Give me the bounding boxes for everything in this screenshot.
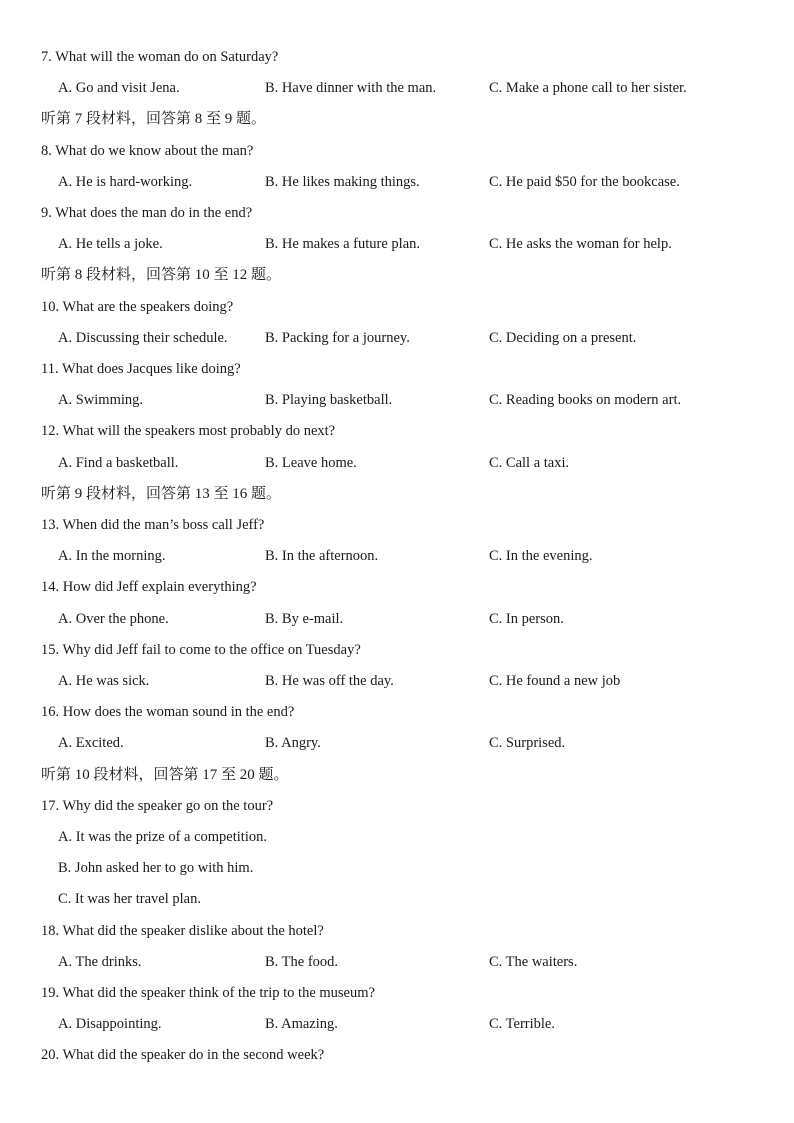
question-stem: 15. Why did Jeff fail to come to the office on Tuesday? — [41, 641, 361, 658]
answer-option: A. In the morning. — [58, 548, 166, 565]
answer-option: B. Leave home. — [265, 454, 357, 471]
answer-option-row — [0, 856, 794, 880]
answer-option: C. In the evening. — [489, 548, 593, 565]
answer-option: C. Deciding on a present. — [489, 329, 637, 346]
answer-option: C. He asks the woman for help. — [489, 236, 672, 253]
question-stem: 17. Why did the speaker go on the tour? — [41, 797, 274, 814]
answer-option: B. He makes a future plan. — [265, 236, 421, 253]
answer-option: A. Swimming. — [58, 392, 143, 409]
answer-options-row — [0, 170, 794, 194]
answer-option: B. Packing for a journey. — [265, 329, 410, 346]
answer-options-row — [0, 669, 794, 693]
answer-option: B. He likes making things. — [265, 173, 420, 190]
answer-option: A. Excited. — [58, 735, 124, 752]
answer-option-row — [0, 825, 794, 849]
answer-option: C. Reading books on modern art. — [489, 392, 682, 409]
answer-option: C. The waiters. — [489, 953, 578, 970]
answer-option: C. He found a new job — [489, 673, 621, 689]
answer-option: A. He tells a joke. — [58, 236, 163, 253]
answer-options-row — [0, 544, 794, 568]
answer-option: C. He paid $50 for the bookcase. — [489, 173, 680, 190]
answer-option: C. In person. — [489, 610, 564, 627]
answer-options-row — [0, 950, 794, 974]
answer-options-row — [0, 731, 794, 755]
question-stem: 9. What does the man do in the end? — [41, 205, 253, 221]
answer-option-row — [0, 887, 794, 911]
answer-option: B. Playing basketball. — [265, 392, 393, 409]
answer-option: A. He is hard-working. — [58, 173, 193, 190]
question-stem: 18. What did the speaker dislike about the hotel? — [41, 922, 324, 939]
question-stem: 16. How does the woman sound in the end? — [41, 704, 295, 721]
answer-option: C. It was her travel plan. — [58, 891, 201, 908]
answer-options-row — [0, 1012, 794, 1036]
question-stem: 7. What will the woman do on Saturday? — [41, 49, 279, 65]
answer-option: B. Amazing. — [265, 1016, 338, 1033]
answer-option: C. Terrible. — [489, 1016, 555, 1033]
section-instruction: 听第 9 段材料，回答第 13 至 16 题。 — [41, 485, 282, 502]
answer-options-row — [0, 388, 794, 412]
answer-option: A. It was the prize of a competition. — [58, 829, 267, 845]
question-stem: 11. What does Jacques like doing? — [41, 361, 241, 377]
answer-option: A. Find a basketball. — [58, 454, 179, 471]
answer-option: C. Surprised. — [489, 735, 566, 752]
question-stem: 14. How did Jeff explain everything? — [41, 579, 257, 596]
question-stem: 20. What did the speaker do in the second week? — [41, 1047, 325, 1064]
question-stem: 12. What will the speakers most probably do next? — [41, 423, 336, 440]
question-stem: 10. What are the speakers doing? — [41, 298, 234, 315]
section-instruction: 听第 7 段材料，回答第 8 至 9 题。 — [41, 111, 267, 128]
answer-option: B. The food. — [265, 953, 339, 970]
answer-options-row — [0, 76, 794, 100]
answer-option: B. Have dinner with the man. — [265, 80, 437, 97]
section-instruction: 听第 8 段材料，回答第 10 至 12 题。 — [41, 267, 282, 284]
question-stem: 8. What do we know about the man? — [41, 142, 254, 159]
answer-options-row — [0, 326, 794, 350]
answer-option: A. Over the phone. — [58, 610, 169, 627]
answer-option: A. He was sick. — [58, 673, 150, 689]
answer-option: A. Go and visit Jena. — [58, 80, 180, 97]
answer-options-row — [0, 607, 794, 631]
answer-option: C. Make a phone call to her sister. — [489, 80, 687, 97]
answer-option: A. Disappointing. — [58, 1016, 162, 1033]
answer-option: B. By e-mail. — [265, 610, 344, 627]
answer-option: A. Discussing their schedule. — [58, 329, 228, 346]
answer-option: B. Angry. — [265, 735, 321, 752]
answer-option: B. He was off the day. — [265, 673, 394, 689]
answer-option: B. John asked her to go with him. — [58, 860, 254, 877]
question-stem: 19. What did the speaker think of the trip to the museum? — [41, 985, 375, 1001]
answer-option: A. The drinks. — [58, 953, 142, 970]
answer-options-row — [0, 232, 794, 256]
answer-option: B. In the afternoon. — [265, 548, 379, 565]
answer-option: C. Call a taxi. — [489, 454, 570, 471]
question-stem: 13. When did the man’s boss call Jeff? — [41, 517, 265, 533]
answer-options-row — [0, 451, 794, 475]
section-instruction: 听第 10 段材料，回答第 17 至 20 题。 — [41, 766, 289, 783]
